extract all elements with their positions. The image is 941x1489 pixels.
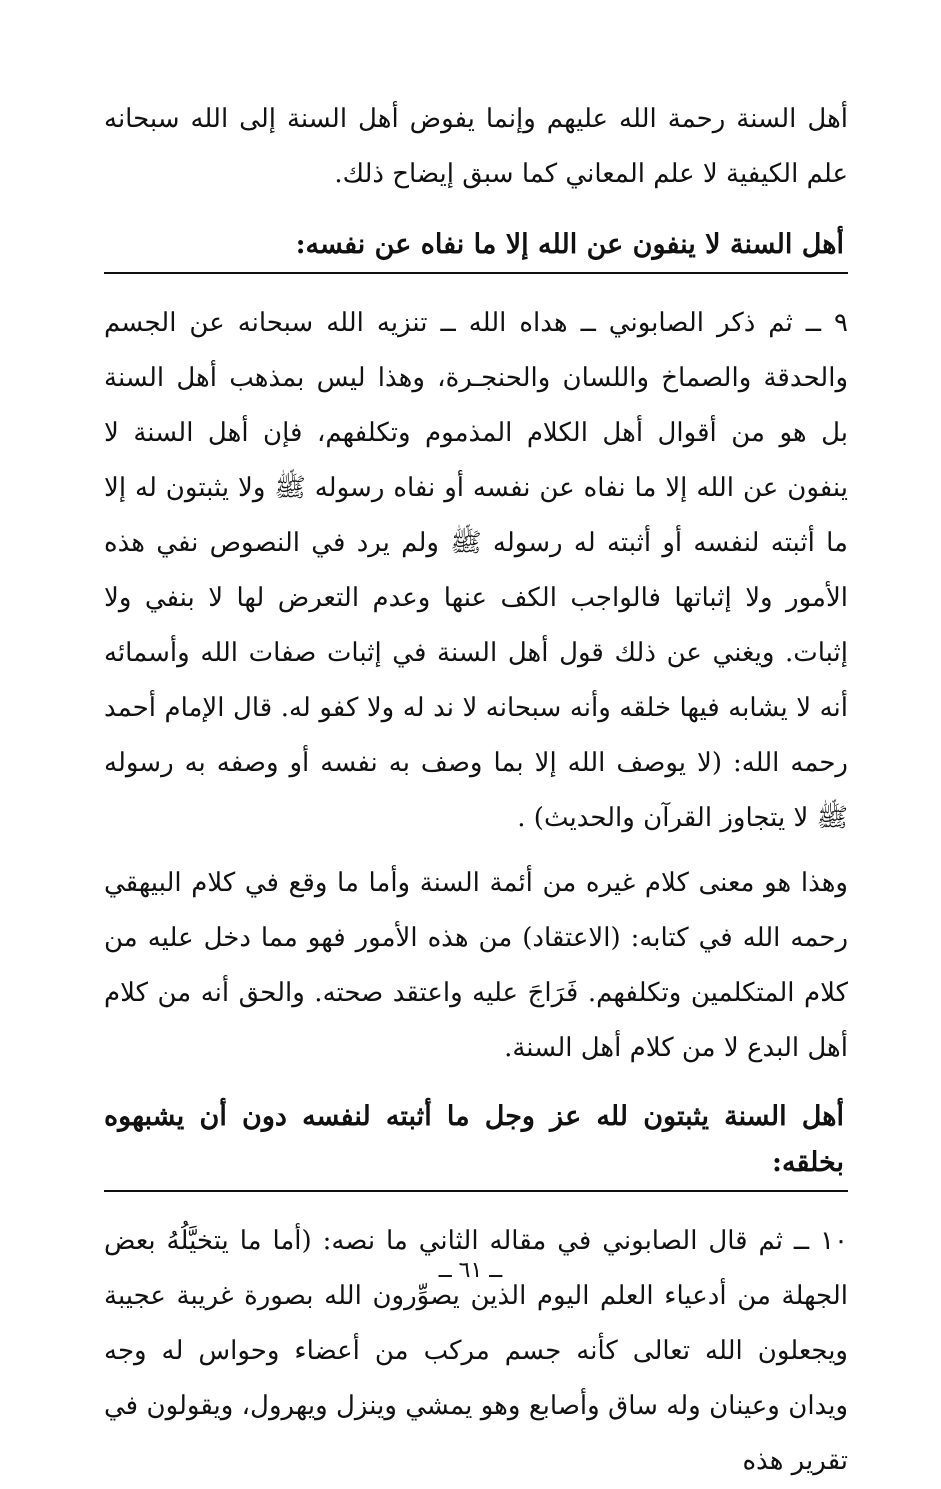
section-heading-1: أهل السنة لا ينفون عن الله إلا ما نفاه عن نفسه:: [104, 222, 848, 274]
paragraph-intro: أهل السنة رحمة الله عليهم وإنما يفوض أهل السنة إلى الله سبحانه علم الكيفية لا علم المعاني كما سبق إيضاح ذلك.: [104, 104, 848, 189]
paragraph-10: ١٠ ــ ثم قال الصابوني في مقاله الثاني ما نصه: (أما ما يتخيَّلُهُ بعض الجهلة من أدعياء العلم اليوم الذين يصوِّرون الله بصورة غريبة عجيبة ويجعلون الله تعالى كأنه جسم مركب من أعضاء وحواس له وجه ويدان وعينان وله ساق وأصابع وهو يمشي وينزل ويهرول، ويقولون في تقرير هذه: [104, 1226, 848, 1476]
paragraph-bayhaqi: وهذا هو معنى كلام غيره من أئمة السنة وأما ما وقع في كلام البيهقي رحمه الله في كتابه: (الاعتقاد) من هذه الأمور فهو مما دخل عليه من كلام المتكلمين وتكلفهم. فَرَاجَ عليه واعتقد صحته. والحق أنه من كلام أهل البدع لا من كلام أهل السنة.: [104, 868, 848, 1063]
page-number: ــ ٦١ ــ: [438, 1258, 503, 1283]
paragraph-9: ٩ ــ ثم ذكر الصابوني ــ هداه الله ــ تنزيه الله سبحانه عن الجسم والحدقة والصماخ واللسان والحنجـرة، وهذا ليس بمذهب أهل السنة بل هو من أقوال أهل الكلام المذموم وتكلفهم، فإن أهل السنة لا ينفون عن الله إلا ما نفاه عن نفسه أو نفاه رسوله ﷺ ولا يثبتون له إلا ما أثبته لنفسه أو أثبته له رسوله ﷺ ولم يرد في النصوص نفي هذه الأمور ولا إثباتها فالواجب الكف عنها وعدم التعرض لها لا بنفي ولا إثبات. ويغني عن ذلك قول أهل السنة في إثبات صفات الله وأسمائه أنه لا يشابه فيها خلقه وأنه سبحانه لا ند له ولا كفو له. قال الإمام أحمد رحمه الله: (لا يوصف الله إلا بما وصف به نفسه أو وصفه به رسوله ﷺ لا يتجاوز القرآن والحديث) .: [104, 308, 848, 833]
section-heading-2: أهل السنة يثبتون لله عز وجل ما أثبته لنفسه دون أن يشبهوه بخلقه:: [104, 1094, 848, 1192]
